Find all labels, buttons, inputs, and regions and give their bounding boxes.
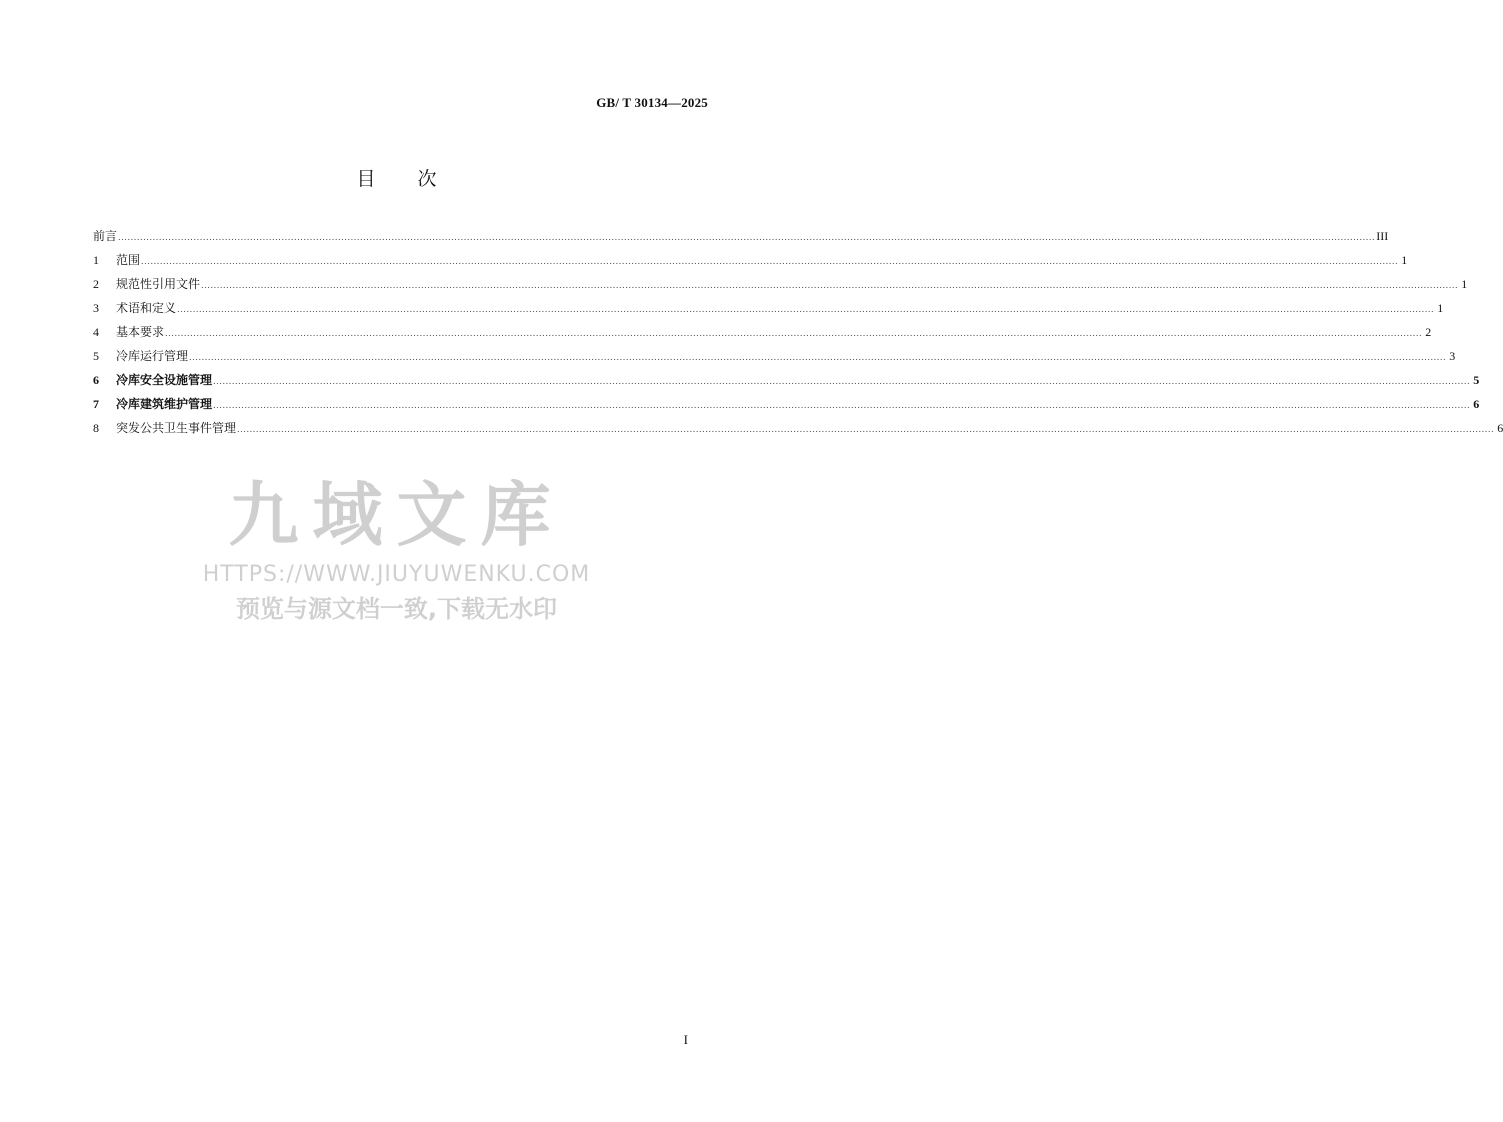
standard-code: GB/ T 30134—2025 bbox=[596, 95, 708, 110]
toc-entry-label: 冷库运行管理 bbox=[116, 349, 189, 363]
toc-entry-label: 范围 bbox=[116, 253, 141, 267]
toc-entry-terms-definitions[interactable] bbox=[93, 299, 1444, 323]
toc-entry-operation-management[interactable] bbox=[93, 347, 1456, 371]
toc-entry-label: 前言 bbox=[93, 229, 118, 243]
toc-entry-page: 5 bbox=[1473, 373, 1480, 387]
toc-leader-dots: ................................................................................................................................................................................................................................................................................................................................................................................................................ bbox=[189, 353, 1447, 362]
watermark-url: HTTPS://WWW.JIUYUWENKU.COM bbox=[202, 562, 591, 587]
toc-entry-foreword[interactable] bbox=[93, 227, 1389, 251]
toc-entry-label: 冷库安全设施管理 bbox=[116, 373, 213, 387]
table-of-contents bbox=[93, 227, 1503, 443]
toc-entry-public-health-events[interactable] bbox=[93, 419, 1503, 443]
toc-entry-page: 1 bbox=[1437, 301, 1444, 315]
toc-entry-number: 6 bbox=[93, 373, 99, 387]
toc-entry-safety-facilities[interactable] bbox=[93, 371, 1480, 395]
page-number: I bbox=[683, 1032, 688, 1047]
toc-leader-dots: ................................................................................................................................................................................................................................................................................................................................................................................................................ bbox=[118, 233, 1376, 242]
toc-entry-label: 基本要求 bbox=[116, 325, 165, 339]
toc-entry-number: 3 bbox=[93, 301, 99, 315]
toc-leader-dots: ................................................................................................................................................................................................................................................................................................................................................................................................................ bbox=[213, 377, 1471, 386]
toc-entry-number: 7 bbox=[93, 397, 99, 411]
toc-entry-building-maintenance[interactable] bbox=[93, 395, 1480, 419]
toc-leader-dots: ................................................................................................................................................................................................................................................................................................................................................................................................................ bbox=[165, 329, 1423, 338]
toc-entry-page: 6 bbox=[1497, 421, 1503, 435]
toc-entry-page: 2 bbox=[1425, 325, 1432, 339]
toc-leader-dots: ................................................................................................................................................................................................................................................................................................................................................................................................................ bbox=[177, 305, 1435, 314]
toc-entry-normative-references[interactable] bbox=[93, 275, 1468, 299]
toc-entry-label: 冷库建筑维护管理 bbox=[116, 397, 213, 411]
toc-entry-page: 6 bbox=[1473, 397, 1480, 411]
toc-entry-number: 4 bbox=[93, 325, 99, 339]
toc-leader-dots: ................................................................................................................................................................................................................................................................................................................................................................................................................ bbox=[237, 425, 1495, 434]
toc-entry-label: 突发公共卫生事件管理 bbox=[116, 421, 237, 435]
watermark-logo-text: 九域文库 bbox=[228, 474, 565, 556]
toc-entry-number: 5 bbox=[93, 349, 99, 363]
toc-entry-page: 3 bbox=[1449, 349, 1456, 363]
toc-leader-dots: ................................................................................................................................................................................................................................................................................................................................................................................................................ bbox=[201, 281, 1459, 290]
toc-leader-dots: ................................................................................................................................................................................................................................................................................................................................................................................................................ bbox=[213, 401, 1471, 410]
toc-entry-label: 术语和定义 bbox=[116, 301, 177, 315]
toc-entry-page: 1 bbox=[1461, 277, 1468, 291]
toc-entry-number: 1 bbox=[93, 253, 99, 267]
watermark-slogan: 预览与源文档一致,下载无水印 bbox=[235, 595, 558, 623]
toc-entry-label: 规范性引用文件 bbox=[116, 277, 201, 291]
toc-entry-number: 8 bbox=[93, 421, 99, 435]
toc-title: 目次 bbox=[356, 168, 479, 190]
watermark bbox=[0, 470, 793, 628]
toc-entry-number: 2 bbox=[93, 277, 99, 291]
toc-leader-dots: ................................................................................................................................................................................................................................................................................................................................................................................................................ bbox=[141, 257, 1399, 266]
toc-entry-page: 1 bbox=[1401, 253, 1408, 267]
toc-entry-basic-requirements[interactable] bbox=[93, 323, 1432, 347]
toc-entry-scope[interactable] bbox=[93, 251, 1408, 275]
toc-entry-page: III bbox=[1376, 229, 1389, 243]
